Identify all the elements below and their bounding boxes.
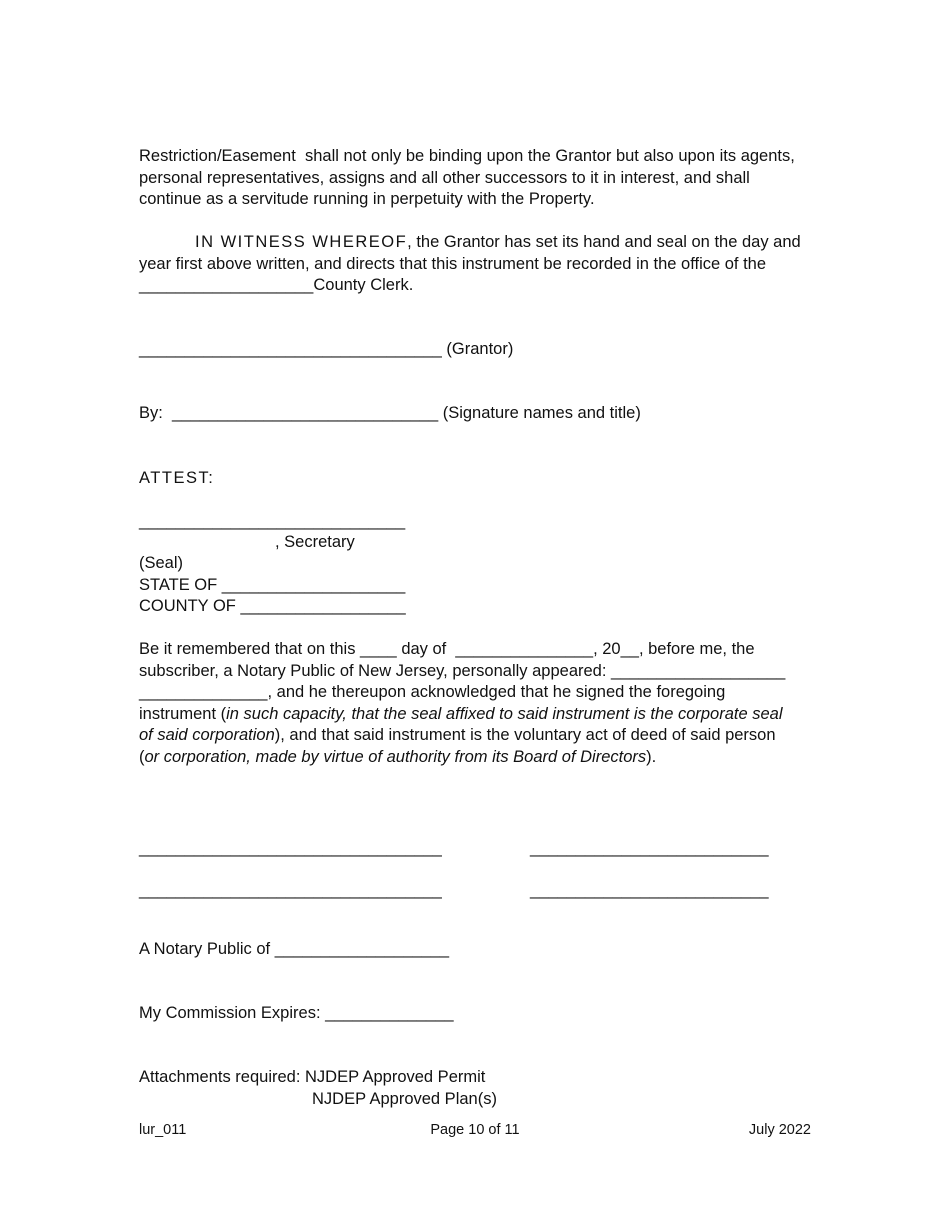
witness-line-2: year first above written, and directs that this instrument be recorded in the office of the [139,254,767,273]
attest-label: ATTEST: [139,469,215,487]
attachments-line-1: Attachments required: NJDEP Approved Permit [139,1068,486,1086]
state-line: STATE OF ____________________ [139,576,406,594]
notary-public-of: A Notary Public of ___________________ [139,940,450,958]
notary-line-4-start: instrument ( [139,704,227,723]
notary-line-2: subscriber, a Notary Public of New Jersey, personally appeared: ___________________ [139,661,786,680]
attest-blank: _____________________________ [139,512,406,530]
notary-sig-left-2: _________________________________ [139,881,442,899]
county-line: COUNTY OF __________________ [139,597,406,615]
by-signature-line: By: _____________________________ (Signature names and title) [139,404,641,422]
notary-line-5-rest: ), and that said instrument is the voluntary act of deed of said person [274,726,776,744]
notary-line-6-start: ( [139,747,145,766]
closing-line-3: continue as a servitude running in perpetuity with the Property. [139,190,595,208]
page-footer [139,1120,811,1140]
seal-label: (Seal) [139,554,184,572]
footer-doc-id: lur_011 [139,1122,187,1138]
notary-paragraph [139,639,819,768]
notary-line-5-italic: of said corporation [139,726,275,744]
notary-line-1: Be it remembered that on this ____ day of _______________, 20__, before me, the [139,640,755,658]
closing-paragraph [139,146,819,211]
notary-sig-left-1: _________________________________ [139,839,442,857]
notary-line-4-italic: in such capacity, that the seal affixed to said instrument is the corporate seal [226,704,783,723]
notary-sig-right-1: __________________________ [530,839,769,857]
closing-line-1: Restriction/Easement shall not only be binding upon the Grantor but also upon its agents, [139,147,795,165]
notary-line-6-end: ). [646,747,657,766]
witness-paragraph [139,232,819,297]
grantor-signature-line: _________________________________ (Grantor) [139,340,514,358]
witness-lead: IN WITNESS WHEREOF [195,233,408,251]
commission-expires: My Commission Expires: ______________ [139,1004,454,1022]
witness-line-3: ___________________County Clerk. [139,276,414,294]
footer-page-number: Page 10 of 11 [430,1122,520,1138]
closing-line-2: personal representatives, assigns and all other successors to it in interest, and shall [139,168,750,187]
footer-date: July 2022 [748,1122,811,1138]
secretary-label: , Secretary [275,533,355,551]
notary-line-3: ______________, and he thereupon acknowledged that he signed the foregoing [139,683,726,701]
notary-sig-right-2: __________________________ [530,881,769,899]
witness-line-1: , the Grantor has set its hand and seal on the day and [407,233,801,251]
attachments-line-2: NJDEP Approved Plan(s) [312,1090,497,1108]
notary-line-6-italic: or corporation, made by virtue of authority from its Board of Directors [144,747,647,766]
